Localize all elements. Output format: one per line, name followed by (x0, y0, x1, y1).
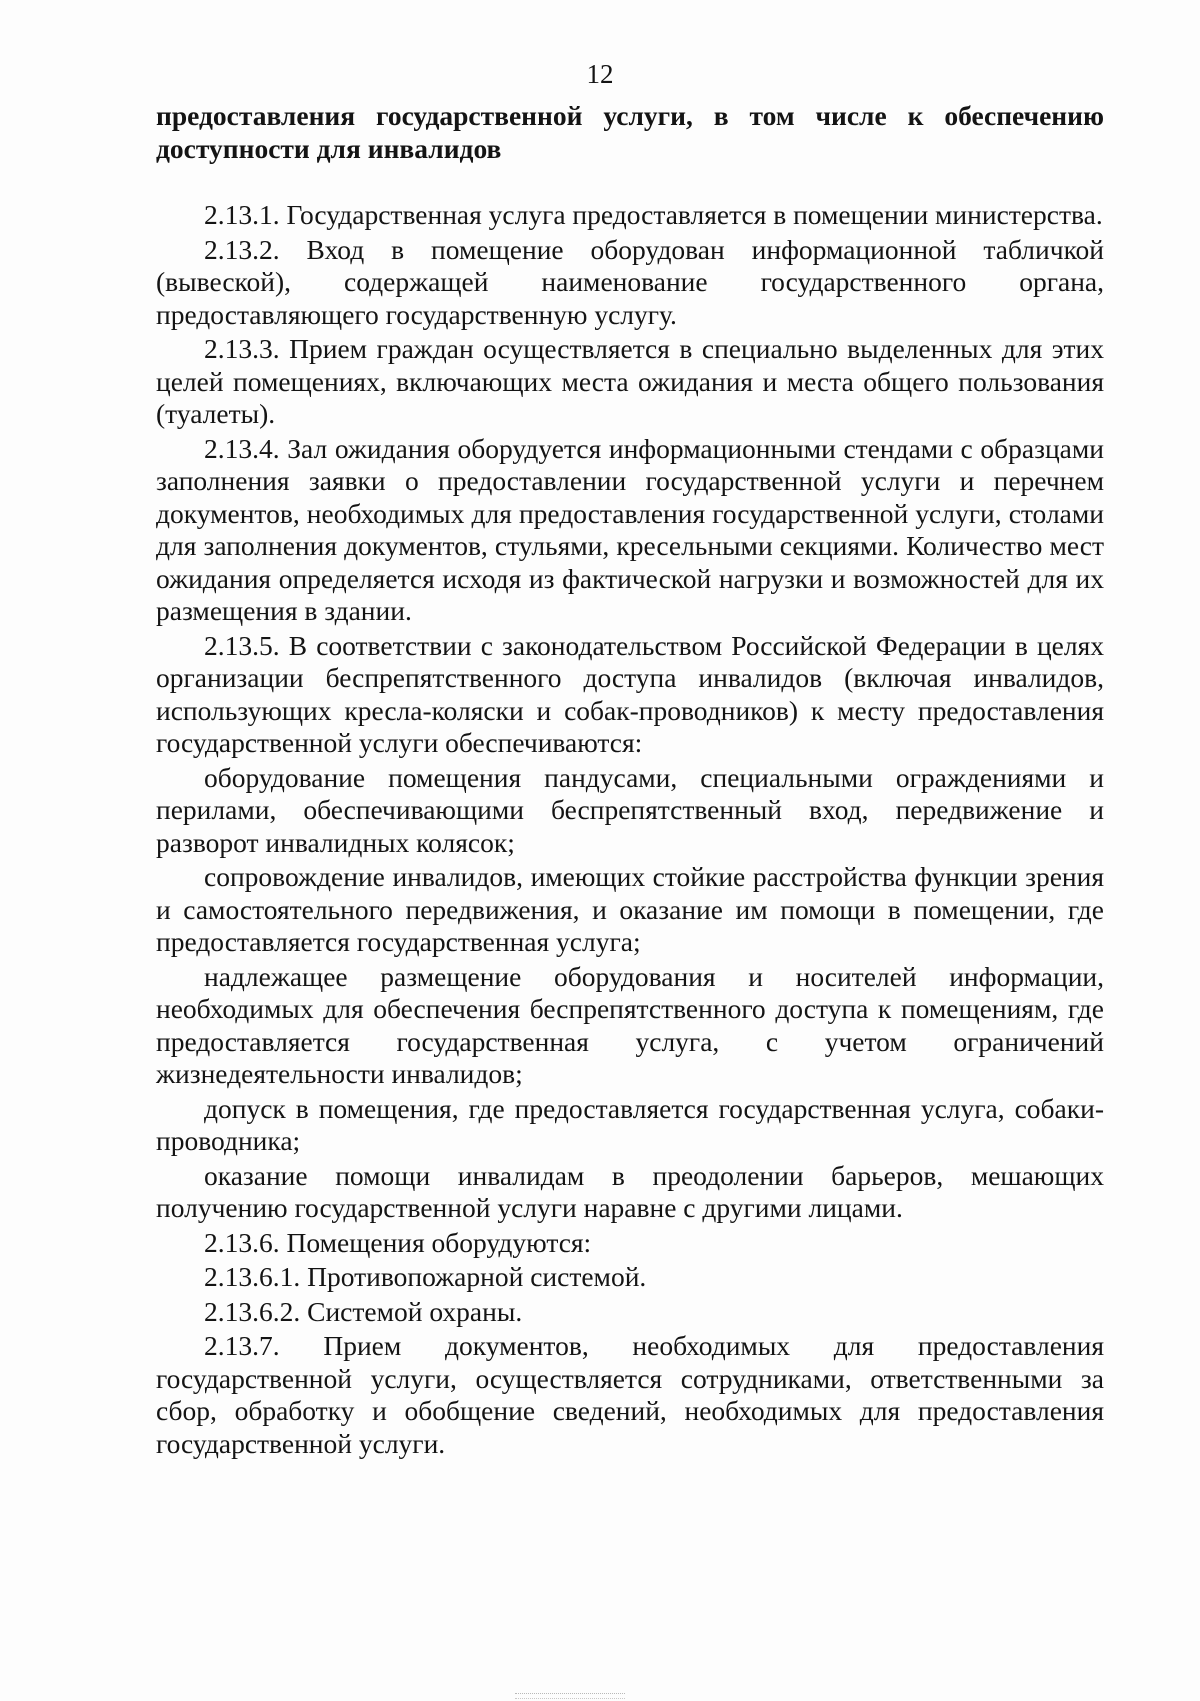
paragraph-2-13-3: 2.13.3. Прием граждан осуществляется в специально выделенных для этих целей помещениях, включающих места ожидания и места общего пользования (туалеты). (156, 333, 1104, 429)
paragraph-2-13-6-2: 2.13.6.2. Системой охраны. (204, 1295, 523, 1327)
paragraph-2-13-4: 2.13.4. Зал ожидания оборудуется информационными стендами с образцами заполнения заявки о предоставлении государственной услуги и перечнем документов, необходимых для предоставления государственной услуги, столами для заполнения документов, стульями, кресельными секциями. Количество мест ожидания определяется исходя из фактической нагрузки и возможностей для их размещения в здании. (156, 432, 1104, 626)
section-heading: предоставления государственной услуги, в том числе к обеспечению доступности для инвалидов (156, 100, 1104, 164)
paragraph-2-13-2: 2.13.2. Вход в помещение оборудован информационной табличкой (вывеской), содержащей наименование государственного органа, предоставляющего государственную услугу. (156, 233, 1104, 330)
list-item-equipment-placement: надлежащее размещение оборудования и носителей информации, необходимых для обеспечения беспрепятственного доступа к помещениям, где предоставляется государственная услуга, с учетом ограничений жизнедеятельности инвалидов; (156, 960, 1104, 1089)
scan-artifact (515, 1693, 625, 1699)
paragraph-2-13-5: 2.13.5. В соответствии с законодательством Российской Федерации в целях организации беспрепятственного доступа инвалидов (включая инвалидов, использующих кресла-коляски и собак-проводников) к месту предоставления государственной услуги обеспечиваются: (156, 629, 1104, 758)
document-body (156, 100, 1104, 1460)
paragraph-2-13-6-1: 2.13.6.1. Противопожарной системой. (204, 1261, 647, 1292)
list-item-escort: сопровождение инвалидов, имеющих стойкие расстройства функции зрения и самостоятельного передвижения, и оказание им помощи в помещении, где предоставляется государственная услуга; (156, 861, 1104, 957)
paragraph-2-13-6: 2.13.6. Помещения оборудуются: (204, 1226, 592, 1258)
paragraph-2-13-7: 2.13.7. Прием документов, необходимых для предоставления государственной услуги, осуществляется сотрудниками, ответственными за сбор, обработку и обобщение сведений, необходимых для предоставления государственной услуги. (156, 1330, 1104, 1459)
list-item-guide-dog-access: допуск в помещения, где предоставляется государственная услуга, собаки-проводника; (156, 1092, 1104, 1156)
list-item-barrier-assistance: оказание помощи инвалидам в преодолении барьеров, мешающих получению государственной услуги наравне с другими лицами. (156, 1159, 1104, 1223)
list-item-ramps: оборудование помещения пандусами, специальными ограждениями и перилами, обеспечивающими беспрепятственный вход, передвижение и разворот инвалидных колясок; (156, 761, 1104, 858)
page-number: 12 (586, 59, 614, 89)
paragraph-2-13-1: 2.13.1. Государственная услуга предоставляется в помещении министерства. (204, 199, 1103, 230)
